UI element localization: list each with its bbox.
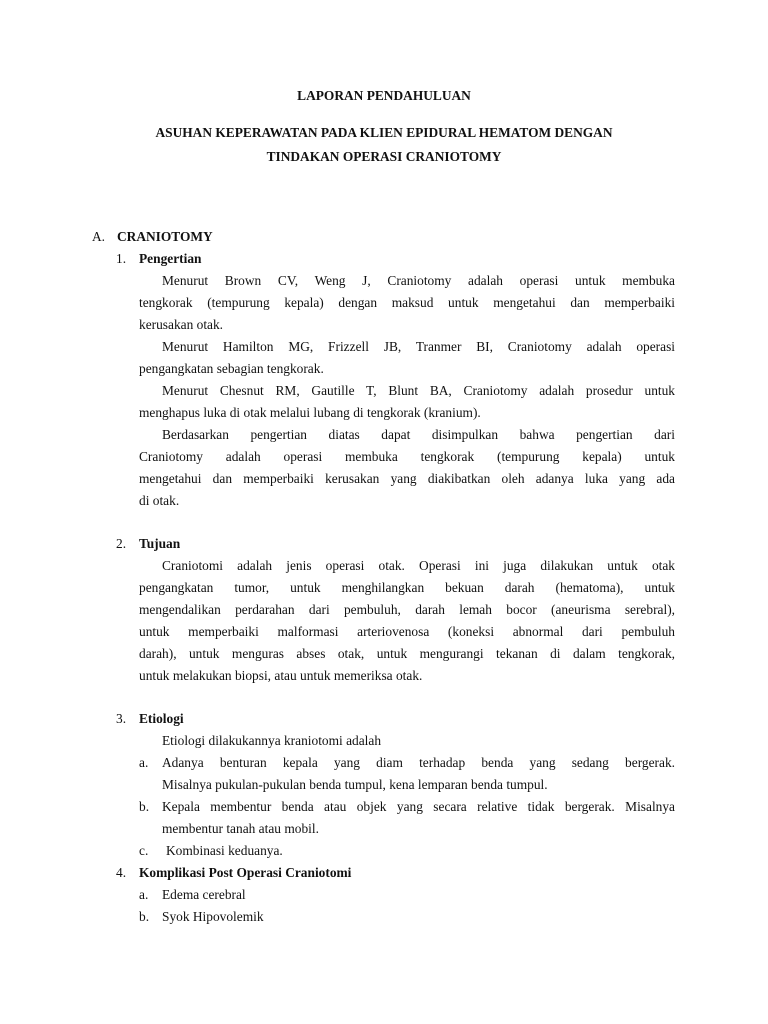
sub2-p1-line1: Craniotomi adalah jenis operasi otak. Operasi ini juga dilakukan untuk otak [162, 558, 675, 573]
sub4-heading: Komplikasi Post Operasi Craniotomi [139, 865, 352, 880]
sub2-p1-line2: pengangkatan tumor, untuk menghilangkan bekuan darah (hematoma), untuk [139, 580, 675, 595]
sub4-item-b-text: Syok Hipovolemik [162, 909, 264, 924]
sub3-item-b-line2: membentur tanah atau mobil. [162, 821, 319, 836]
sub4-item-b-marker: b. [139, 909, 150, 924]
sub1-p3-line2: menghapus luka di otak melalui lubang di tengkorak (kranium). [139, 405, 481, 420]
sub3-item-c-line1: Kombinasi keduanya. [166, 843, 283, 858]
sub3-heading: Etiologi [139, 711, 184, 726]
sub1-p1-line2: tengkorak (tempurung kepala) dengan maksud untuk mengetahui dan memperbaiki [139, 295, 675, 310]
sub2-p1-line6: untuk melakukan biopsi, atau untuk memeriksa otak. [139, 668, 423, 683]
sub1-p2-line2: pengangkatan sebagian tengkorak. [139, 361, 324, 376]
sub3-item-a-marker: a. [139, 755, 149, 770]
sub1-p2-line1: Menurut Hamilton MG, Frizzell JB, Tranmer BI, Craniotomy adalah operasi [162, 339, 675, 354]
sub1-p4-line3: mengetahui dan memperbaiki kerusakan yang diakibatkan oleh adanya luka yang ada [139, 471, 675, 486]
sub3-item-b-marker: b. [139, 799, 150, 814]
sub1-heading: Pengertian [139, 251, 202, 266]
sub3-intro: Etiologi dilakukannya kraniotomi adalah [162, 733, 382, 748]
sub4-item-a-text: Edema cerebral [162, 887, 246, 902]
sub1-p4-line2: Craniotomy adalah operasi membuka tengkorak (tempurung kepala) untuk [139, 449, 675, 464]
sub1-marker: 1. [116, 251, 127, 266]
sub1-p4-line1: Berdasarkan pengertian diatas dapat disimpulkan bahwa pengertian dari [162, 427, 675, 442]
title-line-2: ASUHAN KEPERAWATAN PADA KLIEN EPIDURAL HEMATOM DENGAN [155, 125, 613, 140]
sub4-marker: 4. [116, 865, 127, 880]
sub3-item-b-line1: Kepala membentur benda atau objek yang secara relative tidak bergerak. Misalnya [162, 799, 675, 814]
sub3-item-a-line2: Misalnya pukulan-pukulan benda tumpul, kena lemparan benda tumpul. [162, 777, 548, 792]
sub1-p3-line1: Menurut Chesnut RM, Gautille T, Blunt BA, Craniotomy adalah prosedur untuk [162, 383, 675, 398]
sub3-marker: 3. [116, 711, 127, 726]
sub1-p4-line4: di otak. [139, 493, 180, 508]
sub2-p1-line4: untuk memperbaiki malformasi arteriovenosa (koneksi abnormal dari pembuluh [139, 624, 675, 639]
sub3-item-a-line1: Adanya benturan kepala yang diam terhadap benda yang sedang bergerak. [162, 755, 675, 770]
sub2-marker: 2. [116, 536, 127, 551]
title-line-3: TINDAKAN OPERASI CRANIOTOMY [266, 149, 502, 164]
sub2-heading: Tujuan [139, 536, 181, 551]
sub3-item-c-marker: c. [139, 843, 149, 858]
sub2-p1-line5: darah), untuk menguras abses otak, untuk mengurangi tekanan di dalam tengkorak, [139, 646, 675, 661]
sub1-p1-line3: kerusakan otak. [139, 317, 224, 332]
section-a-heading: CRANIOTOMY [117, 229, 213, 244]
sub2-p1-line3: mengendalikan perdarahan dari pembuluh, darah lemah bocor (aneurisma serebral), [139, 602, 675, 617]
section-a-marker: A. [92, 229, 106, 244]
title-line-1: LAPORAN PENDAHULUAN [297, 88, 471, 103]
sub4-item-a-marker: a. [139, 887, 149, 902]
sub1-p1-line1: Menurut Brown CV, Weng J, Craniotomy adalah operasi untuk membuka [162, 273, 675, 288]
